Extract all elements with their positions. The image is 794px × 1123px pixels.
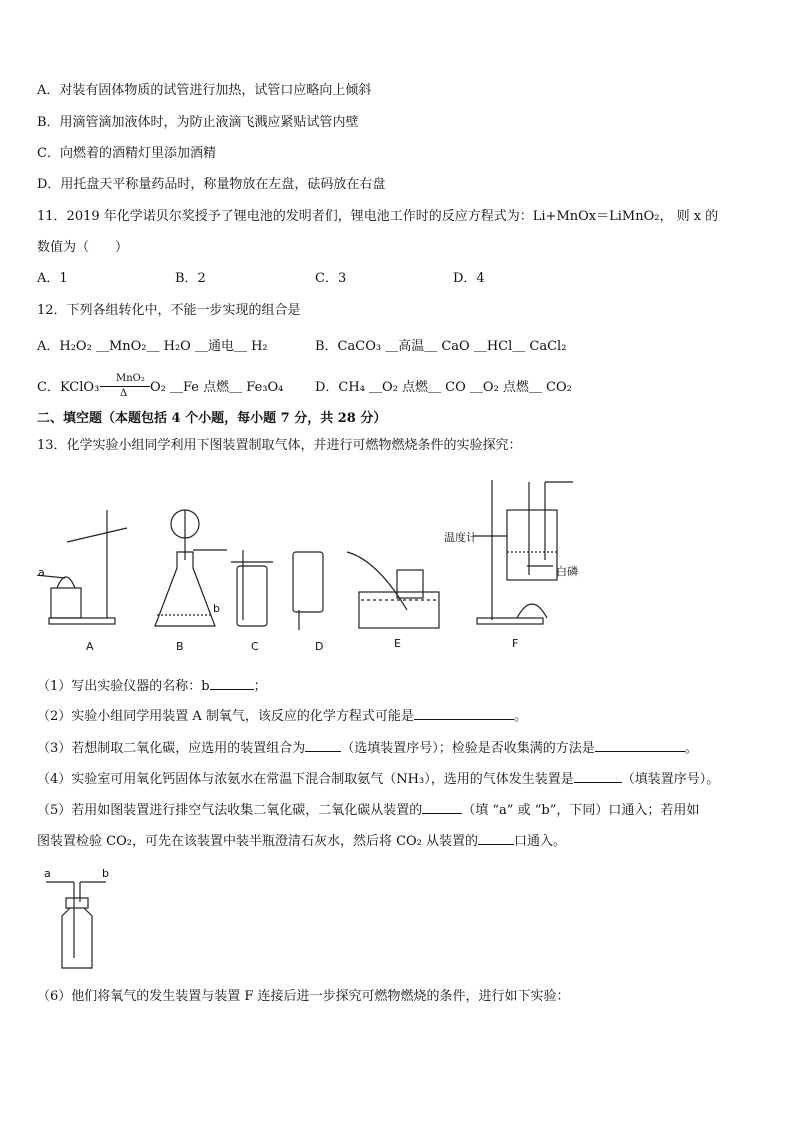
q12-option-b: B．CaCO₃ ＿高温＿ CaO ＿HCl＿ CaCl₂ xyxy=(315,339,567,354)
q13-part-2 xyxy=(37,707,527,726)
burner-a xyxy=(51,588,81,618)
answer-blank xyxy=(414,707,514,720)
q13-part-4 xyxy=(37,770,719,789)
q13-part-5b-text: 图装置检验 CO₂，可先在该装置中装半瓶澄清石灰水，然后将 CO₂ 从装置的 xyxy=(37,834,479,849)
q13-part-3 xyxy=(37,739,698,758)
answer-blank xyxy=(595,739,685,752)
answer-blank xyxy=(305,739,341,752)
gas-bottle-figure xyxy=(40,868,110,978)
q13-part-5b-end: 口通入。 xyxy=(514,834,567,849)
q12-option-c-heat: Δ xyxy=(120,388,128,399)
q13-part-5-text: （5）若用如图装置进行排空气法收集二氧化碳，二氧化碳从装置的 xyxy=(37,803,423,818)
label-apparatus-e: E xyxy=(394,637,401,650)
q13-stem: 13．化学实验小组同学利用下图装置制取气体，并进行可燃物燃烧条件的实验探究： xyxy=(37,438,522,453)
q11-stem: 11．2019 年化学诺贝尔奖授予了锂电池的发明者们，锂电池工作时的反应方程式为：Li+MnOx＝LiMnO₂， 则 x 的 xyxy=(37,209,719,224)
stand-base xyxy=(49,618,115,624)
q12-option-a: A．H₂O₂ ＿MnO₂＿ H₂O ＿通电＿ H₂ xyxy=(37,339,268,354)
burner-f xyxy=(517,604,547,618)
q13-part-3-text: （3）若想制取二氧化碳，应选用的装置组合为 xyxy=(37,741,306,756)
answer-blank xyxy=(574,770,622,783)
q12-stem: 12．下列各组转化中，不能一步实现的组合是 xyxy=(37,303,301,318)
bottle-d xyxy=(293,552,323,612)
q11-option-a: A．1 xyxy=(37,271,68,286)
label-apparatus-d: D xyxy=(315,640,324,653)
stand-base-f xyxy=(477,618,543,624)
q13-part-2-text: （2）实验小组同学用装置 A 制氧气，该反应的化学方程式可能是 xyxy=(37,709,414,724)
beaker-f xyxy=(507,510,557,580)
q13-part-3-end: 。 xyxy=(684,741,698,756)
section-heading: 二、填空题（本题包括 4 个小题，每小题 7 分，共 28 分） xyxy=(37,411,387,426)
q13-part-5 xyxy=(37,801,699,820)
q11-option-c: C．3 xyxy=(315,271,347,286)
label-apparatus-c: C xyxy=(251,640,259,653)
option-b: B．用滴管滴加液体时，为防止液滴飞溅应紧贴试管内壁 xyxy=(37,115,359,130)
q13-part-5-mid: （填 “a” 或 “b”，下同）口通入；若用如 xyxy=(462,803,700,818)
bottle-c xyxy=(237,566,267,626)
option-d: D．用托盘天平称量药品时，称量物放在左盘，砝码放在右盘 xyxy=(37,177,386,192)
answer-blank xyxy=(478,832,514,845)
q13-part-4-end: （填装置序号）。 xyxy=(621,772,720,787)
option-a: A．对装有固体物质的试管进行加热，试管口应略向上倾斜 xyxy=(37,83,372,98)
label-white-phosphorus: 白磷 xyxy=(556,565,578,578)
label-apparatus-b: B xyxy=(176,640,184,653)
q11-option-d: D．4 xyxy=(453,271,485,286)
bottle-stopper xyxy=(66,898,88,908)
bottle-body xyxy=(62,908,92,968)
q13-part-5b xyxy=(37,832,566,851)
q11-option-b: B．2 xyxy=(175,271,206,286)
q12-option-c-catalyst: MnO₂ xyxy=(116,373,145,384)
label-apparatus-a: A xyxy=(86,640,94,653)
q12-option-d: D．CH₄ ＿O₂ 点燃＿ CO ＿O₂ 点燃＿ CO₂ xyxy=(315,380,572,395)
q13-part-2-end: 。 xyxy=(513,709,527,724)
answer-blank xyxy=(422,801,462,814)
label-apparatus-f: F xyxy=(512,637,519,650)
q11-stem-2: 数值为（ ） xyxy=(37,240,129,255)
q13-part-3-mid: （选填装置序号）；检验是否收集满的方法是 xyxy=(341,741,595,756)
label-thermometer: 温度计 xyxy=(444,531,477,544)
answer-blank xyxy=(210,677,254,690)
label-a: a xyxy=(38,566,45,579)
reaction-arrow xyxy=(100,386,150,387)
q13-part-6: （6）他们将氧气的发生装置与装置 F 连接后进一步探究可燃物燃烧的条件，进行如下实验： xyxy=(37,989,570,1004)
q13-part-4-text: （4）实验室可用氧化钙固体与浓氨水在常温下混合制取氨气（NH₃），选用的气体发生装置是 xyxy=(37,772,574,787)
option-c: C．向燃着的酒精灯里添加酒精 xyxy=(37,146,216,161)
bottle-label-a: a xyxy=(44,867,51,880)
q12-option-c-right: O₂ ＿Fe 点燃＿ Fe₃O₄ xyxy=(150,380,284,395)
q13-part-1-text: （1）写出实验仪器的名称：b xyxy=(37,679,210,694)
q13-part-1 xyxy=(37,677,267,696)
bottle-label-b: b xyxy=(102,867,109,880)
label-b: b xyxy=(213,602,220,615)
q13-part-1-end: ； xyxy=(253,679,267,694)
q12-option-c-left: C．KClO₃ xyxy=(37,380,100,395)
apparatus-figure xyxy=(37,470,597,655)
